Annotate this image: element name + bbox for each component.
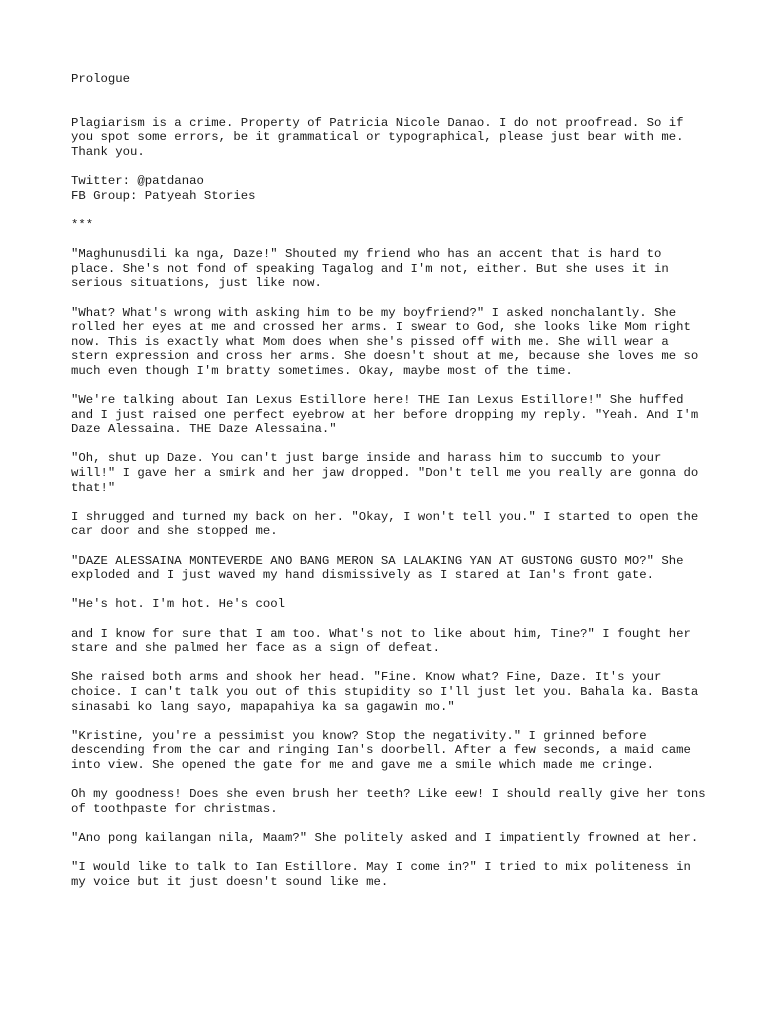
story-paragraph: "Maghunusdili ka nga, Daze!" Shouted my friend who has an accent that is hard to place. She's not fond of speaking Tagalog and I'm not, either. But she uses it in serious situations, just like now. (71, 247, 669, 291)
fb-group: FB Group: Patyeah Stories (71, 188, 256, 203)
story-paragraph: "Kristine, you're a pessimist you know? Stop the negativity." I grinned before descending from the car and ringing Ian's doorbell. After a few seconds, a maid came into view. She opened the gate for me and gave me a smile which made me cringe. (71, 728, 691, 772)
story-paragraph: "Ano pong kailangan nila, Maam?" She politely asked and I impatiently frowned at her. (71, 830, 699, 845)
section-separator: *** (71, 217, 94, 232)
story-paragraph: Oh my goodness! Does she even brush her teeth? Like eew! I should really give her tons of toothpaste for christmas. (71, 787, 706, 816)
twitter-handle: Twitter: @patdanao (71, 174, 204, 189)
disclaimer-paragraph: Plagiarism is a crime. Property of Patricia Nicole Danao. I do not proofread. So if you spot some errors, be it grammatical or typographical, please just bear with me. Thank you. (71, 115, 684, 159)
story-paragraph: "Oh, shut up Daze. You can't just barge inside and harass him to succumb to your will!" I gave her a smirk and her jaw dropped. "Don't tell me you really are gonna do that!" (71, 451, 699, 495)
chapter-title: Prologue (71, 72, 131, 86)
story-paragraph: "What? What's wrong with asking him to be my boyfriend?" I asked nonchalantly. She rolled her eyes at me and crossed her arms. I swear to God, she looks like Mom right now. This is exactly what Mom does when she's pissed off with me. She will wear a stern expression and cross her arms. She doesn't shout at me, because she loves me so much even though I'm bratty sometimes. Okay, maybe most of the time. (71, 305, 699, 378)
story-paragraph: "DAZE ALESSAINA MONTEVERDE ANO BANG MERON SA LALAKING YAN AT GUSTONG GUSTO MO?" She exploded and I just waved my hand dismissively as I stared at Ian's front gate. (71, 553, 684, 583)
social-links (71, 174, 711, 203)
story-paragraph: "He's hot. I'm hot. He's cool (71, 597, 286, 612)
story-paragraph: "I would like to talk to Ian Estillore. May I come in?" I tried to mix politeness in my voice but it just doesn't sound like me. (71, 860, 691, 889)
story-paragraph: She raised both arms and shook her head. "Fine. Know what? Fine, Daze. It's your choice. I can't talk you out of this stupidity so I'll just let you. Bahala ka. Basta sinasabi ko lang sayo, mapapahiya ka sa gagawin mo." (71, 670, 699, 714)
story-paragraph: and I know for sure that I am too. What's not to like about him, Tine?" I fought her stare and she palmed her face as a sign of defeat. (71, 626, 691, 656)
story-paragraph: "We're talking about Ian Lexus Estillore here! THE Ian Lexus Estillore!" She huffed and I just raised one perfect eyebrow at her before dropping my reply. "Yeah. And I'm Daze Alessaina. THE Daze Alessaina." (71, 393, 699, 437)
document-page (71, 72, 711, 904)
story-paragraph: I shrugged and turned my back on her. "Okay, I won't tell you." I started to open the car door and she stopped me. (71, 509, 699, 539)
